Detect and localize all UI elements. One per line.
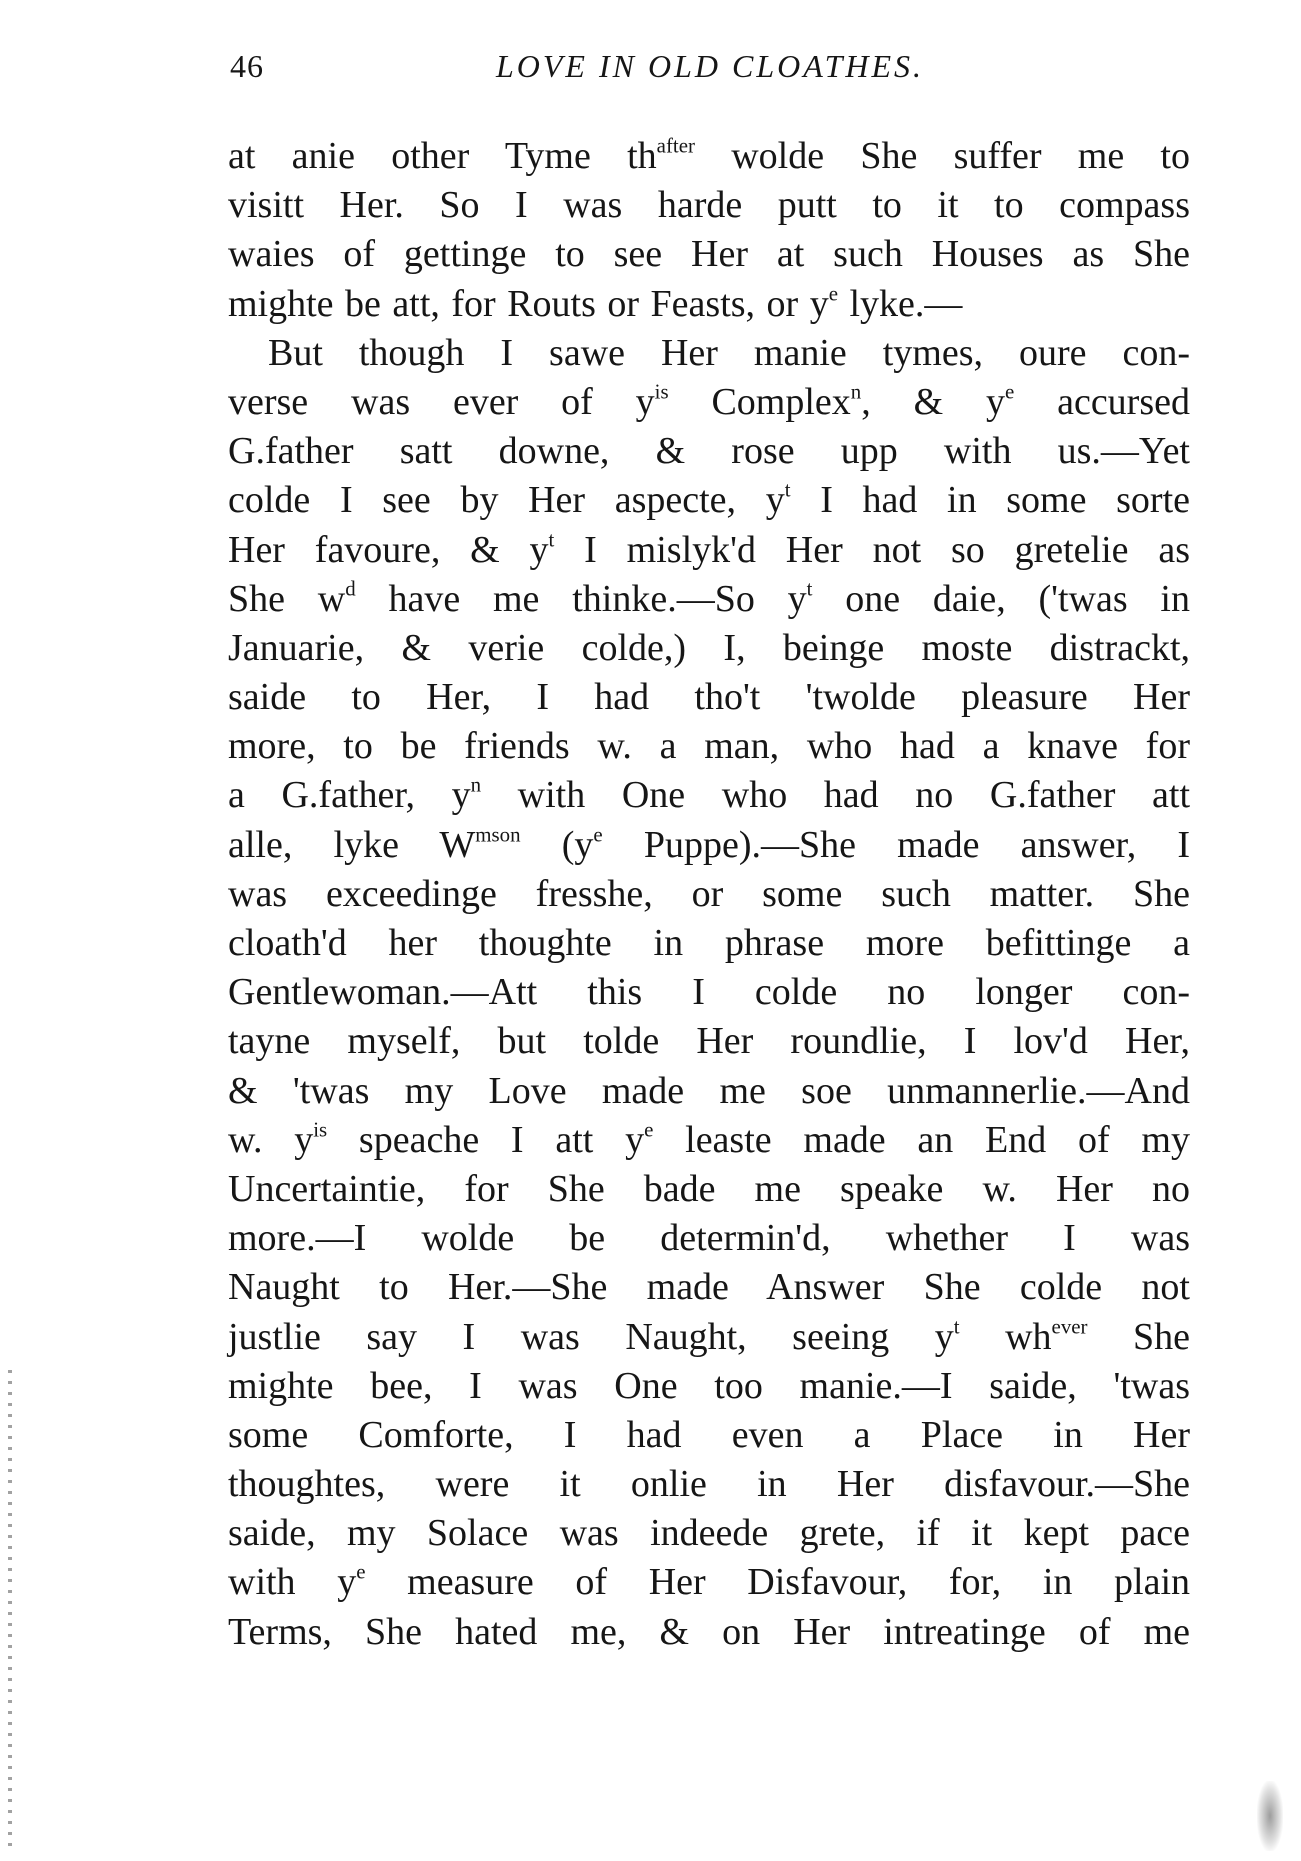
text-run: mighte be att, for Routs or Feasts, or y: [228, 282, 829, 325]
superscript-abbreviation: e: [1004, 379, 1015, 404]
text-run: Puppe).—She made answer, I: [602, 823, 1191, 866]
text-run: more.—I wolde be determin'd, whether I was: [228, 1217, 1190, 1260]
text-run: saide to Her, I had tho't 'twolde pleasure Her: [228, 676, 1190, 719]
text-line: [228, 1263, 1190, 1312]
text-line: [228, 181, 1190, 230]
text-run: have me thinke.—So y: [355, 577, 807, 620]
text-line: [228, 1608, 1190, 1657]
text-run: one daie, ('twas in: [812, 577, 1190, 620]
superscript-abbreviation: n: [850, 379, 862, 404]
text-run: w. y: [228, 1118, 314, 1161]
text-line: [228, 722, 1190, 771]
text-run: G.father satt downe, & rose upp with us.—Yet: [228, 430, 1190, 473]
running-title: LOVE IN OLD CLOATHES.: [495, 48, 925, 84]
text-line: [228, 280, 1190, 329]
text-line: [228, 1558, 1190, 1607]
text-run: I had in some sorte: [790, 479, 1190, 522]
superscript-abbreviation: after: [656, 133, 695, 158]
text-line: [228, 968, 1190, 1017]
superscript-abbreviation: mson: [475, 821, 521, 846]
text-line: [228, 673, 1190, 722]
text-run: justlie say I was Naught, seeing y: [228, 1315, 954, 1358]
superscript-abbreviation: ever: [1051, 1313, 1088, 1338]
text-run: She w: [228, 577, 346, 620]
text-line: [228, 1214, 1190, 1263]
text-run: a G.father, y: [228, 774, 471, 817]
text-line: [228, 919, 1190, 968]
text-run: saide, my Solace was indeede grete, if it kept pace: [228, 1512, 1190, 1555]
text-run: Terms, She hated me, & on Her intreatinge of me: [228, 1610, 1190, 1653]
text-line: [228, 1165, 1190, 1214]
text-line: [228, 427, 1190, 476]
text-run: Januarie, & verie colde,) I, beinge moste distrackt,: [228, 626, 1190, 669]
body-text: [228, 132, 1190, 1657]
text-run: Gentlewoman.—Att this I colde no longer con-: [228, 971, 1190, 1014]
text-run: lyke.—: [837, 282, 963, 325]
text-run: colde I see by Her aspecte, y: [228, 479, 785, 522]
text-run: visitt Her. So I was harde putt to it to compass: [228, 184, 1190, 227]
text-run: thoughtes, were it onlie in Her disfavour.—She: [228, 1463, 1190, 1506]
text-line: [228, 1362, 1190, 1411]
text-line: [228, 132, 1190, 181]
text-line: [228, 1411, 1190, 1460]
text-run: wh: [959, 1315, 1052, 1358]
text-line: [228, 575, 1190, 624]
text-run: measure of Her Disfavour, for, in plain: [365, 1561, 1191, 1604]
superscript-abbreviation: is: [654, 379, 669, 404]
superscript-abbreviation: e: [593, 821, 603, 846]
text-line: [228, 329, 1190, 378]
text-run: waies of gettinge to see Her at such Houses as She: [228, 233, 1190, 276]
text-line: [228, 821, 1190, 870]
text-line: [228, 378, 1190, 427]
text-run: was exceedinge fresshe, or some such matter. She: [228, 872, 1190, 915]
text-run: She: [1087, 1315, 1191, 1358]
text-run: mighte bee, I was One too manie.—I saide, 'twas: [228, 1364, 1190, 1407]
text-run: I mislyk'd Her not so gretelie as: [554, 528, 1190, 571]
page-number: 46: [230, 48, 264, 84]
text-run: speache I att y: [327, 1118, 645, 1161]
text-line: [228, 1067, 1190, 1116]
text-line: [228, 870, 1190, 919]
text-line: [228, 230, 1190, 279]
superscript-abbreviation: e: [828, 280, 838, 305]
text-run: , & y: [861, 380, 1005, 423]
text-run: accursed: [1014, 380, 1190, 423]
text-run: some Comforte, I had even a Place in Her: [228, 1413, 1190, 1456]
superscript-abbreviation: d: [345, 576, 356, 601]
text-run: cloath'd her thoughte in phrase more befittinge a: [228, 922, 1190, 964]
text-line: [228, 624, 1190, 673]
superscript-abbreviation: is: [313, 1117, 328, 1142]
superscript-abbreviation: e: [644, 1117, 654, 1142]
text-run: Complex: [668, 380, 851, 423]
superscript-abbreviation: t: [953, 1313, 960, 1338]
corner-smudge: [1257, 1781, 1283, 1851]
text-line: [228, 1460, 1190, 1509]
text-run: wolde She suffer me to: [694, 135, 1190, 177]
margin-scan-marks: [8, 1370, 12, 1850]
text-run: But though I sawe Her manie tymes, oure con-: [268, 331, 1190, 374]
text-run: & 'twas my Love made me soe unmannerlie.—And: [228, 1069, 1190, 1112]
text-run: Naught to Her.—She made Answer She colde not: [228, 1266, 1190, 1309]
superscript-abbreviation: t: [806, 576, 813, 601]
text-run: verse was ever of y: [228, 380, 655, 423]
text-run: Uncertaintie, for She bade me speake w. Her no: [228, 1167, 1190, 1210]
text-line: [228, 526, 1190, 575]
text-run: with One who had no G.father att: [481, 774, 1191, 817]
text-run: (y: [520, 823, 594, 866]
text-run: Her favoure, & y: [228, 528, 549, 571]
text-line: [228, 771, 1190, 820]
page-header: [230, 48, 1190, 98]
superscript-abbreviation: n: [470, 772, 482, 797]
superscript-abbreviation: t: [548, 526, 555, 551]
text-line: [228, 1509, 1190, 1558]
text-run: alle, lyke W: [228, 823, 476, 866]
superscript-abbreviation: e: [356, 1559, 366, 1584]
text-run: at anie other Tyme th: [228, 135, 657, 177]
text-line: [228, 1017, 1190, 1066]
text-line: [228, 1116, 1190, 1165]
text-line: [228, 476, 1190, 525]
text-line: [228, 1313, 1190, 1362]
text-run: more, to be friends w. a man, who had a knave for: [228, 725, 1190, 768]
text-run: leaste made an End of my: [653, 1118, 1190, 1161]
superscript-abbreviation: t: [784, 477, 791, 502]
text-run: with y: [228, 1561, 357, 1604]
text-run: tayne myself, but tolde Her roundlie, I lov'd Her,: [228, 1020, 1190, 1063]
